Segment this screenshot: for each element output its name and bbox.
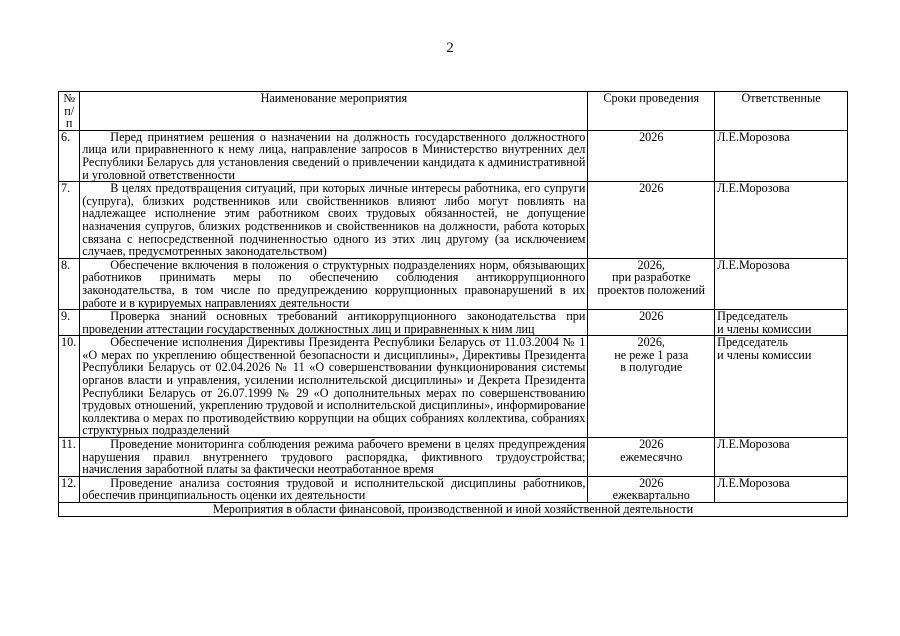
measure-name: Обеспечение исполнения Директивы Президента Республики Беларусь от 11.03.2004 № 1 «О мерах по укреплению общественной безопасности и дисциплины», Директивы Президента Республики Беларусь от 02.04.2026 № 11 «О совершенствовании функционирования системы органов власти и управления, усилении исполнительской дисциплины» и Декрета Президента Республики Беларусь от 26.07.1999 № 29 «О дополнительных мерах по совершенствованию трудовых отношений, укреплению трудовой и исполнительской дисциплины», информирование коллектива о мерах по противодействию коррупции на общих собраниях коллектива, собраниях структурных подразделений	[80, 336, 588, 438]
row-number: 8.	[59, 258, 80, 309]
section-row	[59, 503, 848, 517]
term-line: проектов положений	[597, 282, 706, 297]
term-line: 2026	[639, 437, 664, 452]
measures-table	[58, 91, 848, 517]
measure-term	[588, 258, 715, 309]
measure-responsible	[715, 336, 848, 438]
term-line: 2026,	[637, 335, 665, 350]
term-line: в полугодие	[620, 360, 683, 375]
section-title: Мероприятия в области финансовой, производственной и иной хозяйственной деятельности	[59, 503, 848, 517]
measure-name: Проведение анализа состояния трудовой и исполнительской дисциплины работников, обеспечив принципиальность оценки их деятельности	[80, 476, 588, 502]
header-resp: Ответственные	[715, 92, 848, 131]
measure-name: Обеспечение включения в положения о структурных подразделениях норм, обязывающих работников принимать меры по обеспечению соблюдения антикоррупционного законодательства, в том числе по предупреждению коррупционных правонарушений в их работе и в курируемых направлениях деятельности	[80, 258, 588, 309]
measure-responsible	[715, 476, 848, 502]
measure-term	[588, 310, 715, 336]
table-row	[59, 476, 848, 502]
measure-term	[588, 336, 715, 438]
responsible-line: Л.Е.Морозова	[717, 475, 790, 490]
measure-responsible	[715, 182, 848, 259]
measure-responsible	[715, 438, 848, 477]
table-row	[59, 336, 848, 438]
row-number: 11.	[59, 438, 80, 477]
term-line: 2026	[639, 181, 664, 196]
term-line: 2026,	[637, 257, 665, 272]
table-row	[59, 310, 848, 336]
measure-term	[588, 476, 715, 502]
row-number: 7.	[59, 182, 80, 259]
measure-name: Проверка знаний основных требований антикоррупционного законодательства при проведении аттестации государственных должностных лиц и приравненных к ним лиц	[80, 310, 588, 336]
table-row	[59, 130, 848, 181]
term-line: ежеквартально	[612, 488, 690, 503]
term-line: 2026	[639, 129, 664, 144]
term-line: при разработке	[612, 270, 691, 285]
responsible-line: Председатель	[717, 335, 788, 350]
table-row	[59, 182, 848, 259]
table-row	[59, 438, 848, 477]
responsible-line: и члены комиссии	[717, 321, 812, 336]
responsible-line: и члены комиссии	[717, 347, 812, 362]
measure-responsible	[715, 258, 848, 309]
row-number: 6.	[59, 130, 80, 181]
header-term: Сроки проведения	[588, 92, 715, 131]
responsible-line: Л.Е.Морозова	[717, 181, 790, 196]
header-num: № п/п	[59, 92, 80, 131]
measure-term	[588, 182, 715, 259]
page-number: 2	[446, 40, 454, 56]
measure-name: В целях предотвращения ситуаций, при которых личные интересы работника, его супруги (супруга), близких родственников или свойственников влияют либо могут повлиять на надлежащее исполнение этим работником своих трудовых обязанностей, не допущение назначения супругов, близких родственников и свойственников на должности, работа которых связана с непосредственной подчиненностью одного из этих лиц другому (за исключением случаев, предусмотренных законодательством)	[80, 182, 588, 259]
measure-name: Перед принятием решения о назначении на должность государственного должностного лица или приравненного к нему лица, направление запросов в Министерство внутренних дел Республики Беларусь для установления сведений о привлечении кандидата к административной и уголовной ответственности	[80, 130, 588, 181]
responsible-line: Председатель	[717, 309, 788, 324]
measure-term	[588, 130, 715, 181]
responsible-line: Л.Е.Морозова	[717, 257, 790, 272]
measure-responsible	[715, 130, 848, 181]
measure-name: Проведение мониторинга соблюдения режима рабочего времени в целях предупреждения нарушения правил внутреннего трудового распорядка, фиктивного трудоустройства; начисления заработной платы за фактически неотработанное время	[80, 438, 588, 477]
table-header-row	[59, 92, 848, 131]
header-name: Наименование мероприятия	[80, 92, 588, 131]
row-number: 10.	[59, 336, 80, 438]
term-line: ежемесячно	[620, 449, 683, 464]
row-number: 9.	[59, 310, 80, 336]
row-number: 12.	[59, 476, 80, 502]
responsible-line: Л.Е.Морозова	[717, 437, 790, 452]
table-row	[59, 258, 848, 309]
responsible-line: Л.Е.Морозова	[717, 129, 790, 144]
term-line: не реже 1 раза	[614, 347, 689, 362]
term-line: 2026	[639, 475, 664, 490]
term-line: 2026	[639, 309, 664, 324]
measure-responsible	[715, 310, 848, 336]
measure-term	[588, 438, 715, 477]
